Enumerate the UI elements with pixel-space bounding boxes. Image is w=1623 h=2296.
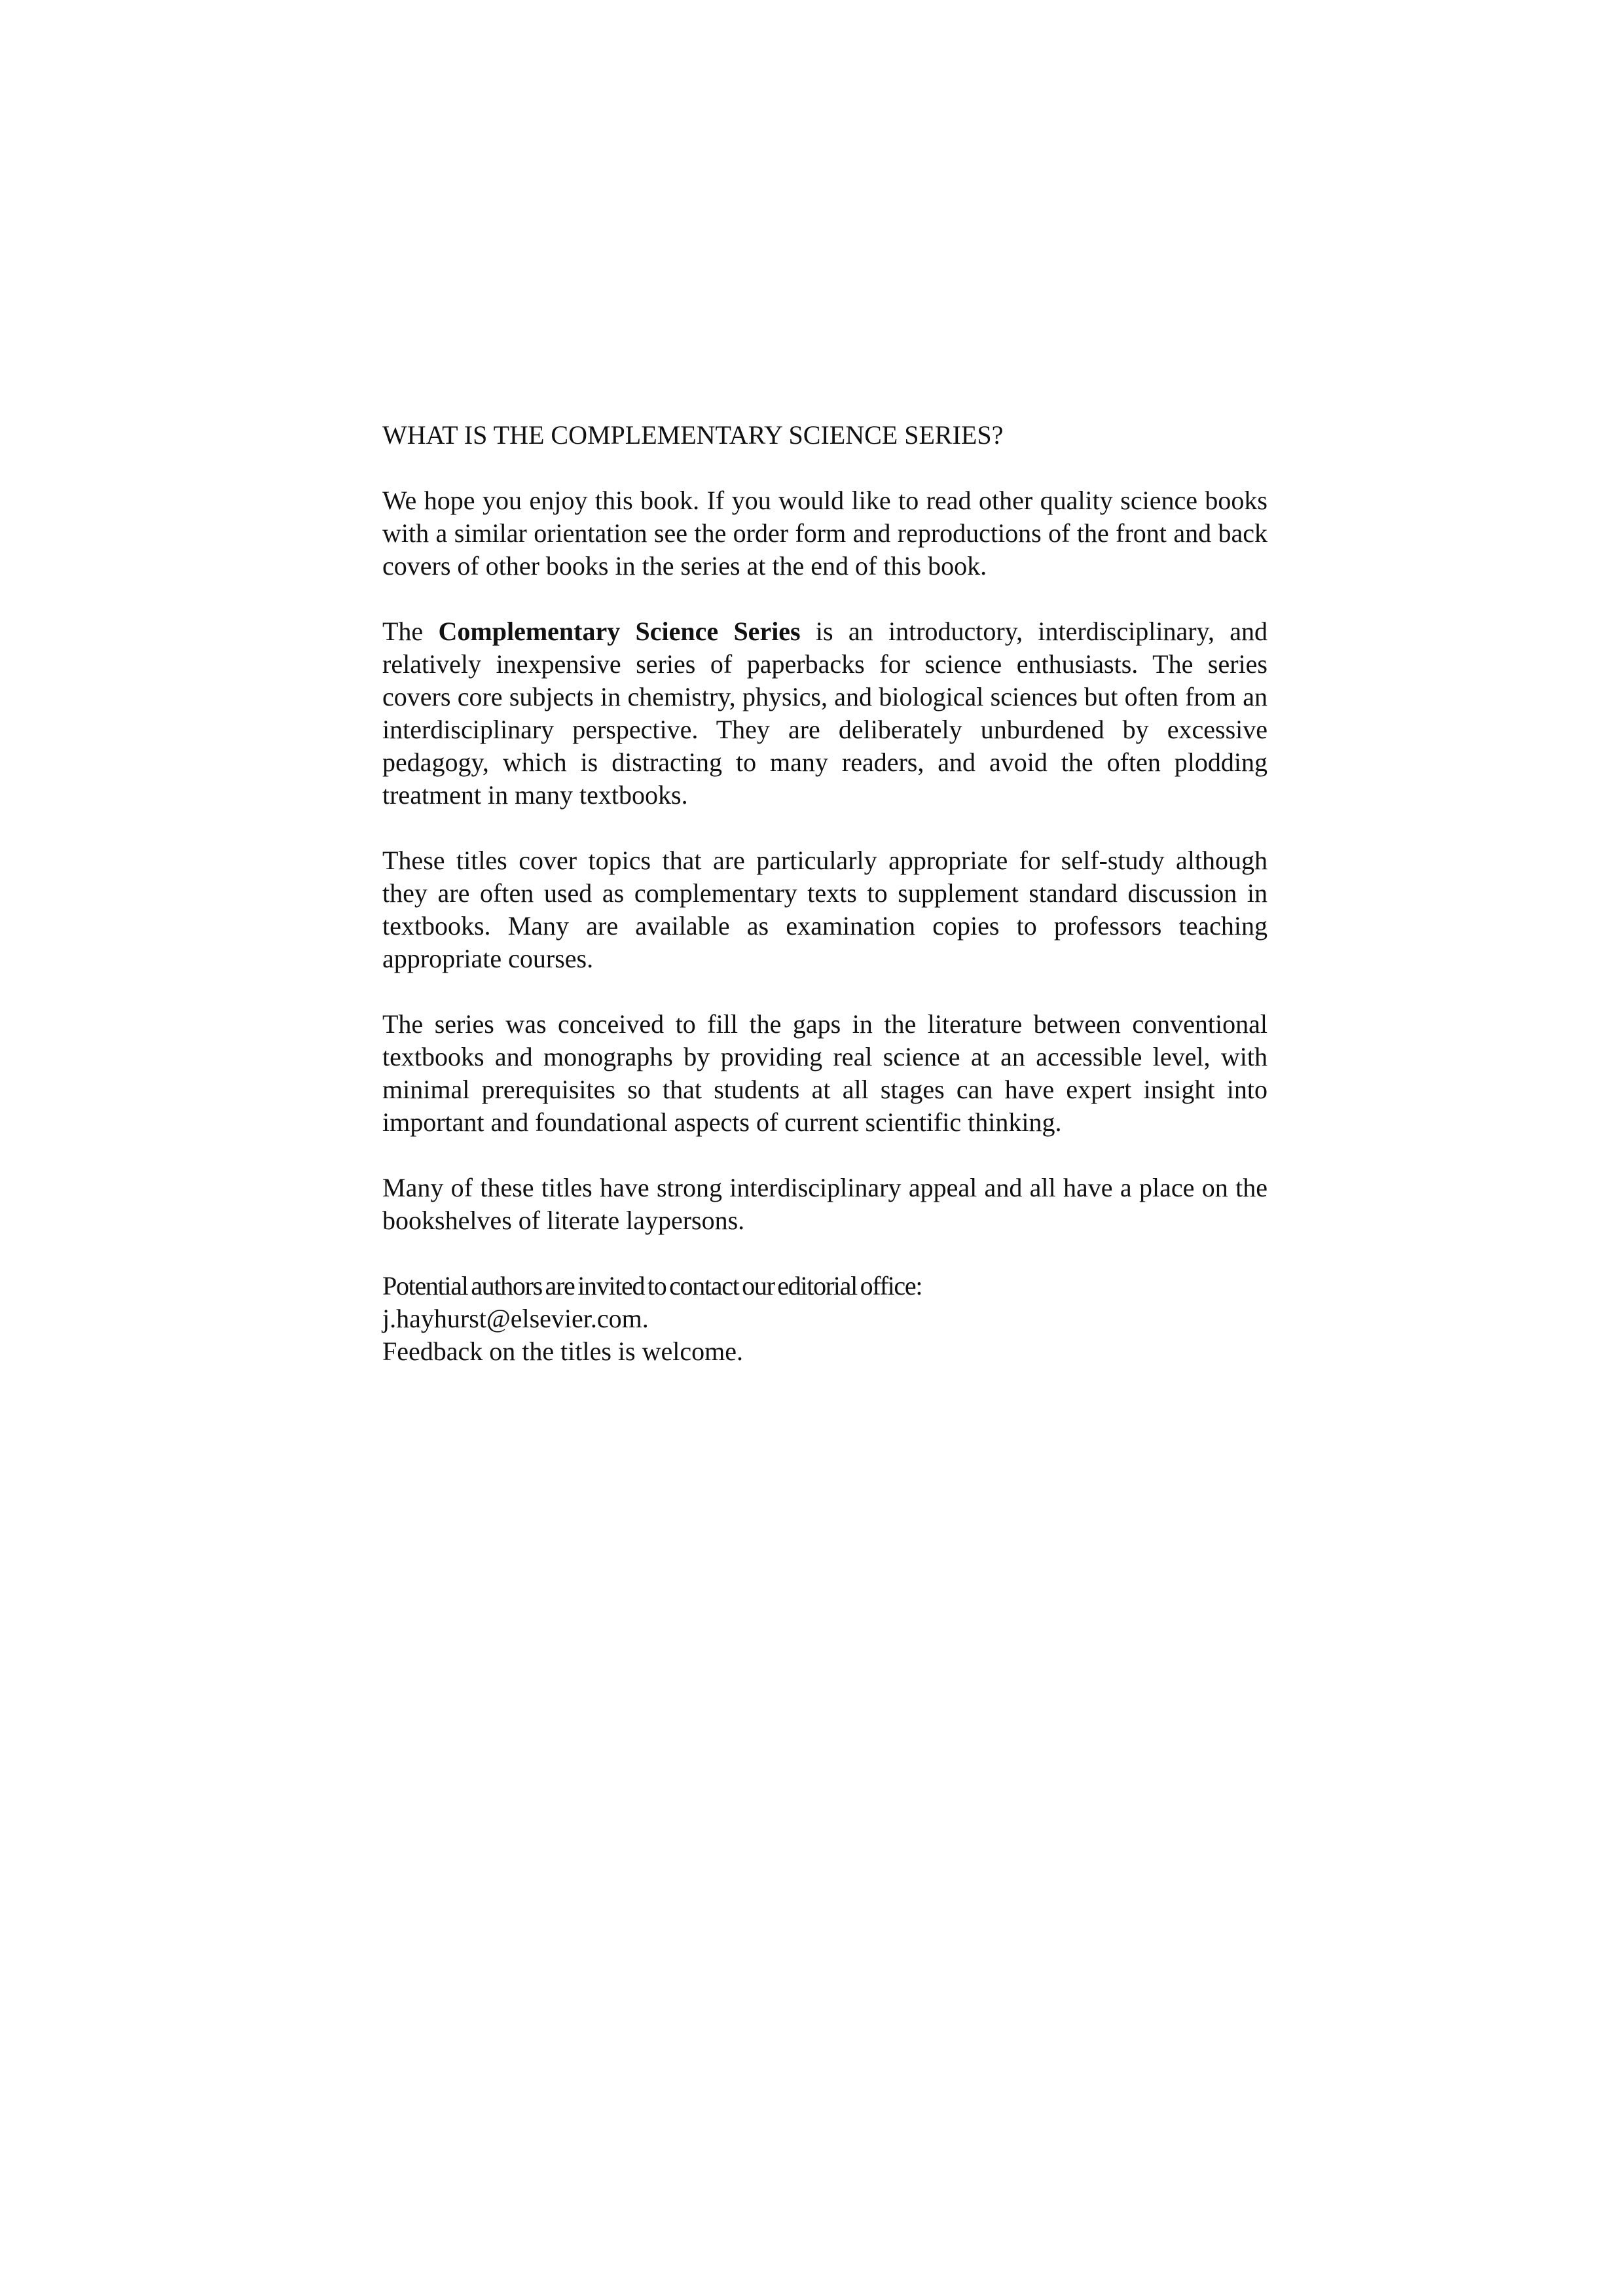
- series-description-paragraph: [382, 615, 1267, 812]
- topics-paragraph: These titles cover topics that are particularly appropriate for self-study although they are often used as complementary texts to supplement standard discussion in textbooks. Many are available as examination copies to professors teaching appropriate courses.: [382, 846, 1267, 973]
- intro-paragraph: We hope you enjoy this book. If you would like to read other quality science books with a similar orientation see the order form and reproductions of the front and back covers of other books in the series at the end of this book.: [382, 486, 1267, 581]
- conception-paragraph: The series was conceived to fill the gaps in the literature between conventional textbooks and monographs by providing real science at an accessible level, with minimal prerequisites so that students at all stages can have expert insight into important and foundational aspects of current scientific thinking.: [382, 1009, 1267, 1137]
- contact-invitation: Potential authors are invited to contact our editorial office:: [382, 1271, 922, 1300]
- page-heading: WHAT IS THE COMPLEMENTARY SCIENCE SERIES?: [382, 420, 1004, 450]
- series-name: Complementary Science Series: [438, 617, 801, 646]
- feedback-note: Feedback on the titles is welcome.: [382, 1336, 743, 1366]
- series-info-block: [382, 419, 1267, 1368]
- contact-section: [382, 1270, 1267, 1368]
- description-prefix: The: [382, 617, 439, 646]
- appeal-paragraph: Many of these titles have strong interdisciplinary appeal and all have a place on the bookshelves of literate laypersons.: [382, 1173, 1267, 1235]
- description-suffix: is an introductory, interdisciplinary, and relatively inexpensive series of paperbacks for science enthusiasts. The series covers core subjects in chemistry, physics, and biological sciences but often from an interdisciplinary perspective. They are deliberately unburdened by excessive pedagogy, which is distracting to many readers, and avoid the often plodding treatment in many textbooks.: [382, 617, 1268, 810]
- contact-email: j.hayhurst@elsevier.com.: [382, 1304, 649, 1333]
